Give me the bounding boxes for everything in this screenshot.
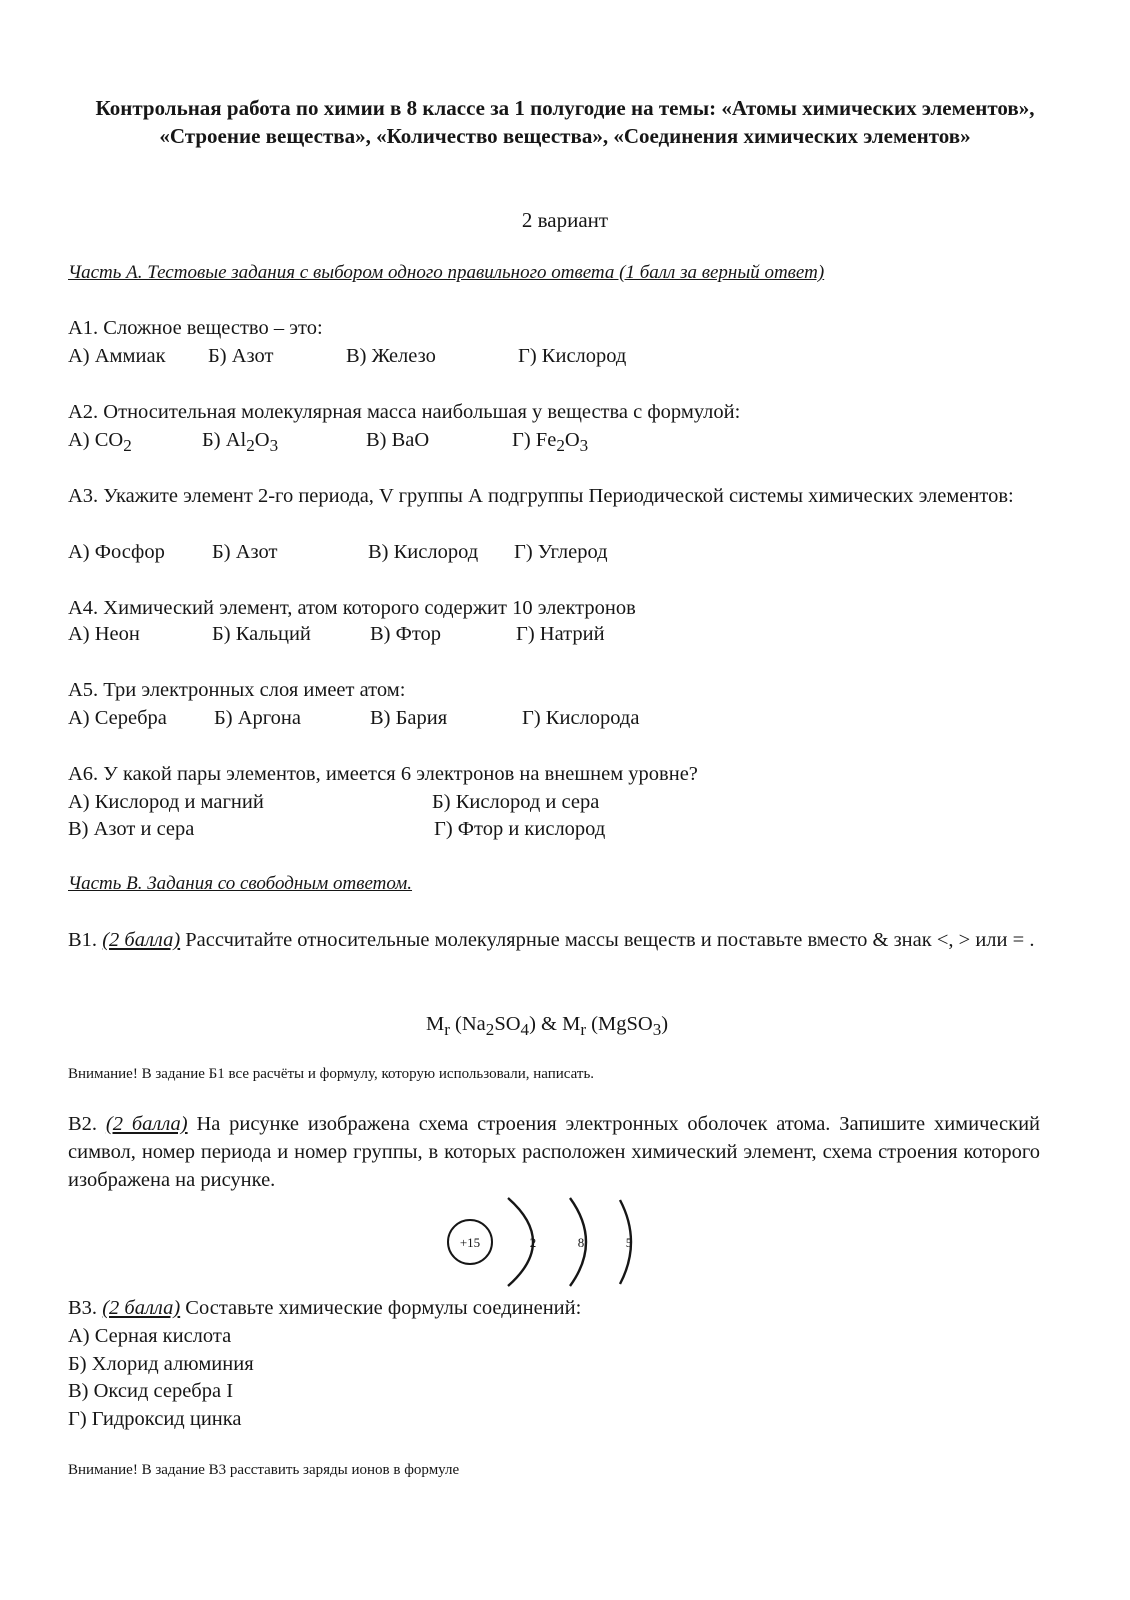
- a1-option-a: А) Аммиак: [68, 345, 166, 367]
- a4-option-a: А) Неон: [68, 623, 140, 645]
- shell-3-electrons: 5: [625, 1235, 633, 1250]
- a6-option-b: Б) Кислород и сера: [432, 791, 600, 813]
- part-b-header: Часть В. Задания со свободным ответом.: [68, 873, 413, 894]
- b3-item-a: А) Серная кислота: [68, 1325, 232, 1347]
- a1-option-c: В) Железо: [346, 345, 436, 367]
- a1-option-b: Б) Азот: [208, 345, 274, 367]
- b1-note: Внимание! В задание Б1 все расчёты и формулу, которую использовали, написать.: [68, 1066, 595, 1082]
- nucleus-charge: +15: [459, 1235, 481, 1250]
- b3-item-b: Б) Хлорид алюминия: [68, 1353, 254, 1375]
- a2-option-a: А) $CO_2$: [68, 429, 132, 456]
- a5-option-a: А) Серебра: [68, 707, 167, 729]
- a4-option-b: Б) Кальций: [212, 623, 311, 645]
- shell-2-electrons: 8: [577, 1235, 585, 1250]
- a5-option-d: Г) Кислорода: [522, 707, 640, 729]
- a1-option-d: Г) Кислород: [518, 345, 627, 367]
- question-b2: В2. (2 балла) На рисунке изображена схема строения электронных оболочек атома. Запишите химический символ, номер периода и номер группы, в которых расположен химический элемент, схема строения которого изображена на рисунке.: [68, 1113, 1041, 1191]
- b1-formula: $M_r$ $(Na_2SO_4)$ & $M_r$ (MgSO$_3$): [426, 1013, 669, 1040]
- a3-option-a: А) Фосфор: [68, 541, 165, 563]
- question-a1: А1. Сложное вещество – это:: [68, 317, 323, 339]
- b3-item-d: Г) Гидроксид цинка: [68, 1408, 242, 1430]
- a2-option-b: Б) $Al_2O_3$: [202, 429, 279, 456]
- question-b1: В1. (2 балла) Рассчитайте относительные молекулярные массы веществ и поставьте вместо & знак <, > или = .: [68, 929, 1035, 951]
- variant-label: 2 вариант: [521, 208, 609, 232]
- document-title: Контрольная работа по химии в 8 классе за 1 полугодие на темы: «Атомы химических элементов», «Строение вещества», «Количество вещества», «Соединения химических элементов»: [95, 96, 1035, 148]
- a5-option-c: В) Бария: [370, 707, 448, 729]
- a2-option-d: Г) $Fe_2O_3$: [512, 429, 589, 456]
- a2-option-c: В) BaO: [366, 429, 430, 451]
- a3-option-b: Б) Азот: [212, 541, 278, 563]
- a5-option-b: Б) Аргона: [214, 707, 301, 729]
- atom-shell-diagram: [440, 1190, 680, 1300]
- question-a3: А3. Укажите элемент 2-го периода, V группы А подгруппы Периодической системы химических элементов:: [68, 485, 1014, 507]
- question-a2: А2. Относительная молекулярная масса наибольшая у вещества с формулой:: [68, 401, 741, 423]
- a6-option-d: Г) Фтор и кислород: [434, 818, 606, 840]
- question-a6: А6. У какой пары элементов, имеется 6 электронов на внешнем уровне?: [68, 763, 698, 785]
- question-a5: А5. Три электронных слоя имеет атом:: [68, 679, 406, 701]
- a4-option-d: Г) Натрий: [516, 623, 605, 645]
- question-a4: А4. Химический элемент, атом которого содержит 10 электронов: [68, 597, 636, 619]
- shell-1-electrons: 2: [529, 1235, 537, 1250]
- a3-option-d: Г) Углерод: [514, 541, 608, 563]
- a3-option-c: В) Кислород: [368, 541, 479, 563]
- a4-option-c: В) Фтор: [370, 623, 442, 645]
- b3-note: Внимание! В задание В3 расставить заряды ионов в формуле: [68, 1462, 460, 1478]
- b3-item-c: В) Оксид серебра I: [68, 1380, 234, 1402]
- part-a-header: Часть А. Тестовые задания с выбором одного правильного ответа (1 балл за верный ответ): [68, 262, 825, 283]
- a6-option-c: В) Азот и сера: [68, 818, 195, 840]
- question-b3: В3. (2 балла) Составьте химические формулы соединений:: [68, 1297, 582, 1319]
- a6-option-a: А) Кислород и магний: [68, 791, 264, 813]
